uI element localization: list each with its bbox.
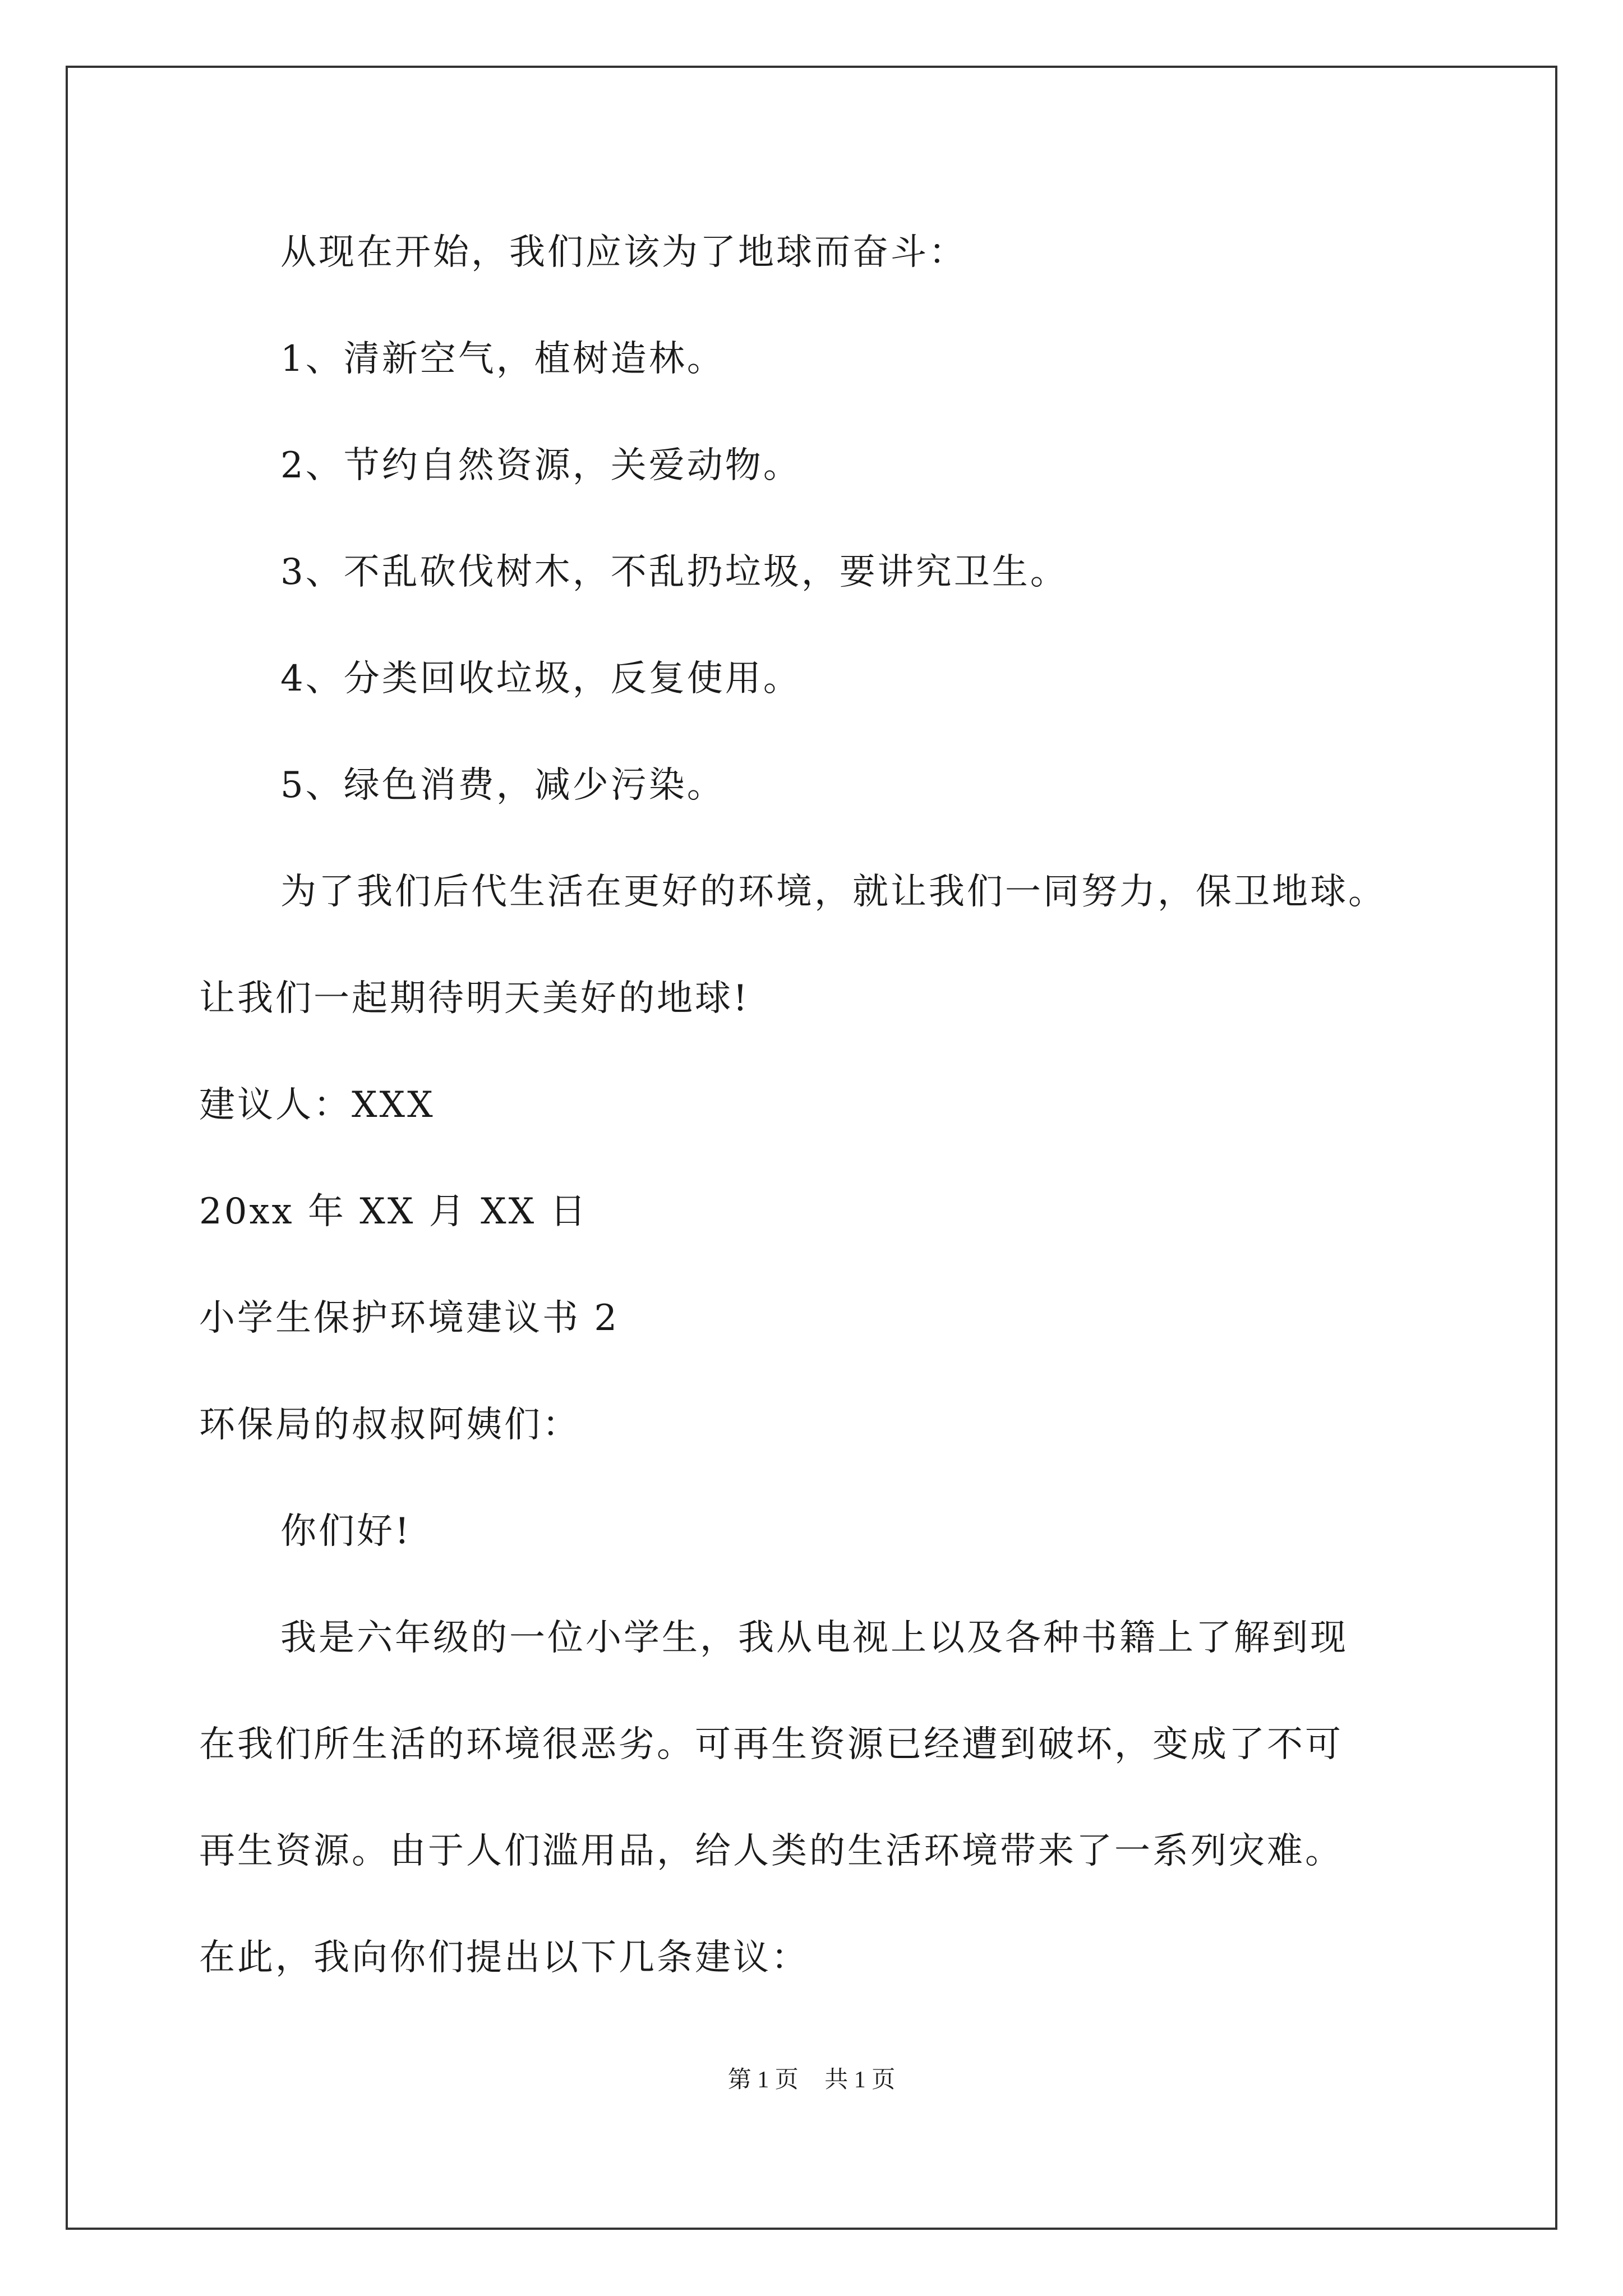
text-line: 为了我们后代生活在更好的环境，就让我们一同努力，保卫地球。 <box>280 871 1386 913</box>
page-number: 第 1 页 <box>727 2067 799 2093</box>
salutation: 环保局的叔叔阿姨们： <box>199 1404 580 1446</box>
date-line: 20xx 年 XX 月 XX 日 <box>199 1191 588 1232</box>
text-line: 从现在开始，我们应该为了地球而奋斗： <box>280 232 967 273</box>
greeting: 你们好! <box>280 1511 412 1552</box>
section-title: 小学生保护环境建议书 2 <box>199 1297 620 1339</box>
text-line: 我是六年级的一位小学生，我从电视上以及各种书籍上了解到现 <box>280 1617 1348 1659</box>
text-line: 在此，我向你们提出以下几条建议： <box>199 1937 809 1978</box>
text-line: 在我们所生活的环境很恶劣。可再生资源已经遭到破坏，变成了不可 <box>199 1724 1343 1765</box>
text-line: 让我们一起期待明天美好的地球! <box>199 978 750 1019</box>
list-item: 2、节约自然资源，关爱动物。 <box>280 445 801 486</box>
text-line: 再生资源。由于人们滥用品，给人类的生活环境带来了一系列灾难。 <box>199 1830 1343 1872</box>
signature-line: 建议人：XXX <box>199 1084 435 1126</box>
list-item: 4、分类回收垃圾，反复使用。 <box>280 658 801 700</box>
list-item: 3、不乱砍伐树木，不乱扔垃圾，要讲究卫生。 <box>280 551 1068 593</box>
page-border <box>66 66 1557 2230</box>
page-footer <box>0 2064 1623 2096</box>
list-item: 5、绿色消费，减少污染。 <box>280 765 725 806</box>
page-total: 共 1 页 <box>824 2067 896 2093</box>
list-item: 1、清新空气，植树造林。 <box>280 338 725 380</box>
